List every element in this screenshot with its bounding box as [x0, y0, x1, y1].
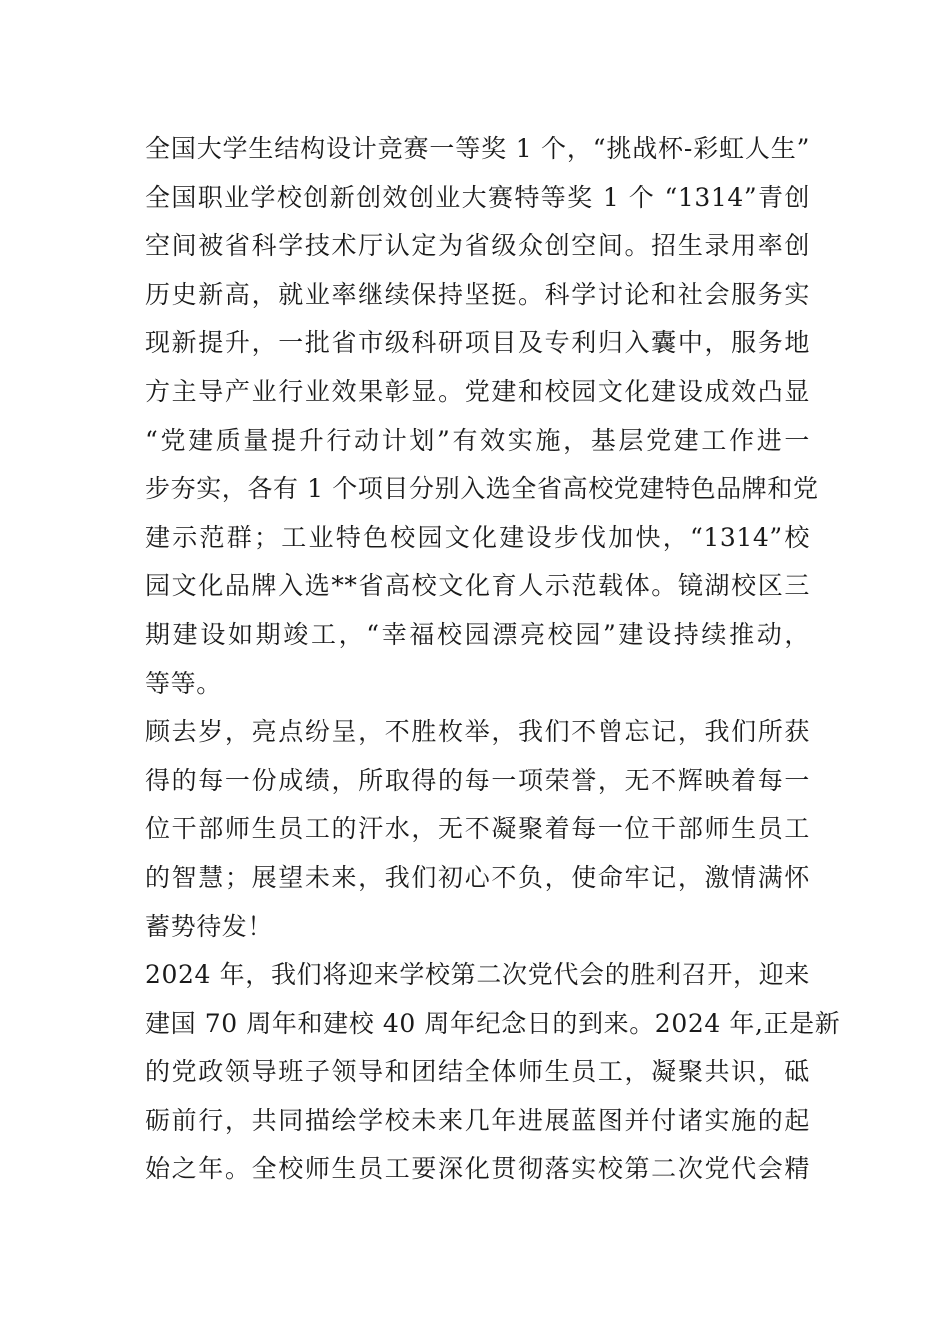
text-line: 砺前行，共同描绘学校未来几年进展蓝图并付诸实施的起 — [145, 1105, 810, 1135]
text-line: 等等。 — [145, 668, 222, 698]
text-line: 顾去岁，亮点纷呈，不胜枚举，我们不曾忘记，我们所获 — [145, 717, 810, 747]
text-line: 园文化品牌入选**省高校文化育人示范载体。镜湖校区三 — [145, 571, 810, 601]
text-line: 全国职业学校创新创效创业大赛特等奖 1 个 “1314”青创 — [145, 182, 810, 212]
text-line: 的智慧；展望未来，我们初心不负，使命牢记，激情满怀 — [145, 862, 810, 892]
text-line: 历史新高，就业率继续保持坚挺。科学讨论和社会服务实 — [145, 279, 810, 309]
text-line: 2024 年，我们将迎来学校第二次党代会的胜利召开，迎来 — [145, 960, 810, 990]
text-line: 建示范群；工业特色校园文化建设步伐加快，“1314”校 — [145, 522, 810, 552]
text-line: 始之年。全校师生员工要深化贯彻落实校第二次党代会精 — [145, 1154, 810, 1184]
text-line: “党建质量提升行动计划”有效实施，基层党建工作进一 — [145, 425, 810, 455]
text-line: 的党政领导班子领导和团结全体师生员工，凝聚共识，砥 — [145, 1057, 810, 1087]
text-line: 建国 70 周年和建校 40 周年纪念日的到来。2024 年,正是新 — [145, 1008, 841, 1038]
text-line: 现新提升，一批省市级科研项目及专利归入囊中，服务地 — [145, 328, 810, 358]
document-body-text — [145, 125, 841, 1194]
text-line: 位干部师生员工的汗水，无不凝聚着每一位干部师生员工 — [145, 814, 810, 844]
text-line: 方主导产业行业效果彰显。党建和校园文化建设成效凸显 — [145, 376, 810, 406]
text-line: 空间被省科学技术厅认定为省级众创空间。招生录用率创 — [145, 231, 810, 261]
text-line: 期建设如期竣工，“幸福校园漂亮校园”建设持续推动， — [145, 619, 810, 649]
text-line: 全国大学生结构设计竞赛一等奖 1 个，“挑战杯-彩虹人生” — [145, 134, 810, 163]
text-line: 蓄势待发！ — [145, 911, 274, 941]
text-line: 得的每一份成绩，所取得的每一项荣誉，无不辉映着每一 — [145, 765, 810, 795]
text-line: 步夯实，各有 1 个项目分别入选全省高校党建特色品牌和党 — [145, 474, 819, 504]
